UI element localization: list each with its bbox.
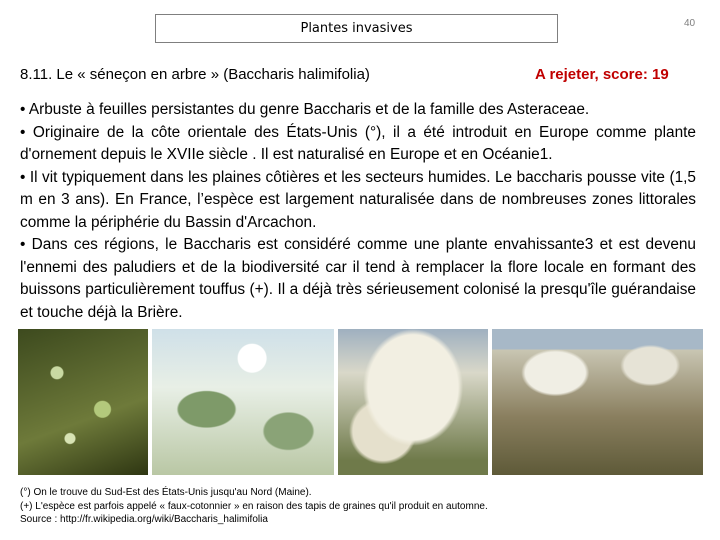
leafy-branch-photo [18,329,148,475]
flowering-branch-photo [152,329,334,475]
body-text [20,99,696,324]
coastal-shrubland-photo [492,329,703,475]
footnotes [20,486,488,527]
page-number: 40 [684,18,696,29]
header-title: Plantes invasives [300,21,413,36]
photo-strip [18,329,707,475]
section-title: 8.11. Le « séneçon en arbre » (Baccharis halimifolia) [20,66,370,83]
footnote-cotton: (+) L'espèce est parfois appelé « faux-cotonnier » en raison des tapis de graines qu'il produit en automne. [20,500,488,512]
footnote-range: (°) On le trouve du Sud-Est des États-Unis jusqu'au Nord (Maine). [20,487,312,498]
footnote-source[interactable]: Source : http://fr.wikipedia.org/wiki/Baccharis_halimifolia [20,514,268,525]
verdict-score: A rejeter, score: 19 [535,66,669,83]
white-shrub-photo [338,329,488,475]
header-title-box [155,14,558,43]
paragraph-origin: • Originaire de la côte orientale des États-Unis (°), il a été introduit en Europe comme plante d'ornement depuis le XVIIe siècle . Il est naturalisé en Europe et en Océanie1. [20,123,696,163]
paragraph-genus: • Arbuste à feuilles persistantes du genre Baccharis et de la famille des Asteraceae. [20,101,590,118]
paragraph-invasive: • Dans ces régions, le Baccharis est considéré comme une plante envahissante3 et est devenu l'ennemi des paludiers et de la biodiversité car il tend à remplacer la flore locale en formant des buissons particulièrement touffus (+). Il a déjà très sérieusement colonisé la presqu'île guérandaise et touche déjà la Brière. [20,236,696,321]
paragraph-habitat: • Il vit typiquement dans les plaines côtières et les secteurs humides. Le baccharis pousse vite (1,5 m en 3 ans). En France, l’espèce est largement naturalisée dans de nombreuses zones littorales comme la périphérie du Bassin d'Arcachon. [20,168,696,231]
